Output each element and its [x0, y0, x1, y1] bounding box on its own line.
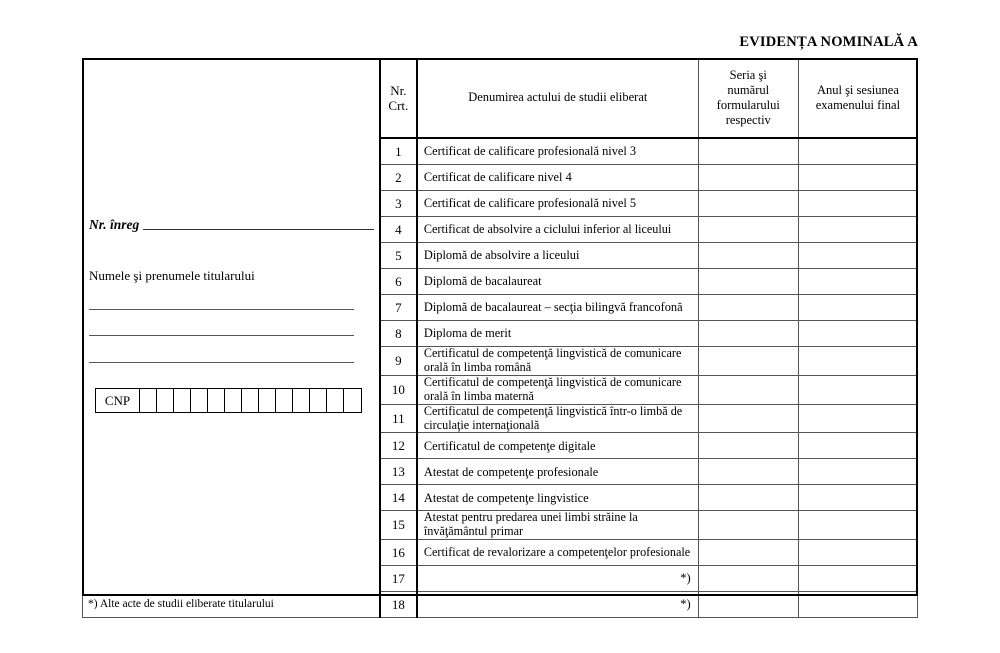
header-anul-sesiune	[798, 59, 917, 139]
header-seria-line1: Seria şi	[729, 67, 767, 82]
row-number: 16	[380, 540, 417, 566]
header-anul-line2: examenului final	[815, 98, 901, 112]
row-seria-field[interactable]	[698, 375, 798, 404]
row-number: 12	[380, 433, 417, 459]
row-denumire: Certificatul de competenţă lingvistică într-o limbă de circulaţie internaţională	[417, 404, 698, 433]
cnp-digit-cell[interactable]	[259, 389, 276, 412]
header-seria-line3: formularului	[716, 98, 780, 112]
cnp-digit-cell[interactable]	[327, 389, 344, 412]
row-number: 11	[380, 404, 417, 433]
evidenta-nominala-table	[82, 58, 918, 618]
row-anul-field[interactable]	[798, 433, 917, 459]
row-anul-field[interactable]	[798, 511, 917, 540]
header-denumire: Denumirea actului de studii eliberat	[417, 59, 698, 139]
cnp-label: CNP	[96, 389, 140, 412]
header-nr-crt-line2: Crt.	[388, 98, 409, 113]
row-number: 14	[380, 485, 417, 511]
row-anul-field[interactable]	[798, 269, 917, 295]
row-denumire: Certificat de revalorizare a competenţelor profesionale	[417, 540, 698, 566]
row-denumire: Diploma de merit	[417, 321, 698, 347]
row-anul-field[interactable]	[798, 347, 917, 376]
row-denumire: Atestat de competenţe lingvistice	[417, 485, 698, 511]
row-anul-field[interactable]	[798, 485, 917, 511]
row-anul-field[interactable]	[798, 165, 917, 191]
row-number: 3	[380, 191, 417, 217]
titular-name-label: Numele şi prenumele titularului	[89, 268, 255, 284]
row-seria-field[interactable]	[698, 540, 798, 566]
header-seria-line4: respectiv	[725, 113, 771, 128]
row-seria-field[interactable]	[698, 566, 798, 592]
row-seria-field[interactable]	[698, 433, 798, 459]
cnp-field[interactable]	[95, 388, 362, 413]
header-nr-crt	[380, 59, 417, 139]
row-seria-field[interactable]	[698, 592, 798, 618]
identification-panel	[83, 59, 380, 618]
row-denumire: Diplomă de bacalaureat	[417, 269, 698, 295]
nr-inreg-label: Nr. înreg	[89, 217, 140, 233]
row-seria-field[interactable]	[698, 269, 798, 295]
row-denumire: Certificatul de competenţă lingvistică de comunicare orală în limba maternă	[417, 375, 698, 404]
row-number: 17	[380, 566, 417, 592]
cnp-digit-cell[interactable]	[276, 389, 293, 412]
titular-writing-rule-2[interactable]	[89, 335, 354, 336]
row-number: 9	[380, 347, 417, 376]
row-seria-field[interactable]	[698, 404, 798, 433]
row-seria-field[interactable]	[698, 191, 798, 217]
cnp-digit-cell[interactable]	[174, 389, 191, 412]
titular-writing-rule-1[interactable]	[89, 309, 354, 310]
row-denumire: Atestat pentru predarea unei limbi străine la învăţământul primar	[417, 511, 698, 540]
row-denumire: Certificatul de competenţe digitale	[417, 433, 698, 459]
row-number: 2	[380, 165, 417, 191]
footnote: *) Alte acte de studii eliberate titularului	[88, 598, 274, 610]
cnp-digit-cell[interactable]	[310, 389, 327, 412]
row-seria-field[interactable]	[698, 243, 798, 269]
row-anul-field[interactable]	[798, 138, 917, 165]
row-anul-field[interactable]	[798, 540, 917, 566]
row-anul-field[interactable]	[798, 592, 917, 618]
row-number: 13	[380, 459, 417, 485]
row-seria-field[interactable]	[698, 459, 798, 485]
row-number: 18	[380, 592, 417, 618]
nr-inreg-field[interactable]	[89, 217, 374, 233]
page-title: EVIDENȚA NOMINALĂ A	[739, 34, 918, 50]
row-denumire: Diplomă de absolvire a liceului	[417, 243, 698, 269]
row-anul-field[interactable]	[798, 459, 917, 485]
row-number: 7	[380, 295, 417, 321]
row-seria-field[interactable]	[698, 165, 798, 191]
row-number: 5	[380, 243, 417, 269]
row-denumire: Certificat de calificare nivel 4	[417, 165, 698, 191]
cnp-digit-cell[interactable]	[242, 389, 259, 412]
row-number: 1	[380, 138, 417, 165]
cnp-digit-cell[interactable]	[344, 389, 361, 412]
header-nr-crt-line1: Nr.	[390, 82, 407, 98]
cnp-digit-cell[interactable]	[140, 389, 157, 412]
row-denumire-blank[interactable]: *)	[417, 566, 698, 592]
cnp-digit-cell[interactable]	[293, 389, 310, 412]
header-seria-numar	[698, 59, 798, 139]
cnp-digit-cell[interactable]	[225, 389, 242, 412]
row-number: 10	[380, 375, 417, 404]
nr-inreg-writing-rule[interactable]	[143, 229, 374, 230]
row-denumire: Certificat de calificare profesională nivel 3	[417, 138, 698, 165]
row-seria-field[interactable]	[698, 217, 798, 243]
header-anul-line1: Anul şi sesiunea	[816, 82, 899, 97]
row-seria-field[interactable]	[698, 295, 798, 321]
row-seria-field[interactable]	[698, 511, 798, 540]
row-anul-field[interactable]	[798, 375, 917, 404]
cnp-digit-cell[interactable]	[191, 389, 208, 412]
row-denumire: Atestat de competenţe profesionale	[417, 459, 698, 485]
row-number: 4	[380, 217, 417, 243]
row-anul-field[interactable]	[798, 566, 917, 592]
row-seria-field[interactable]	[698, 485, 798, 511]
row-anul-field[interactable]	[798, 243, 917, 269]
row-denumire-blank[interactable]: *)	[417, 592, 698, 618]
row-seria-field[interactable]	[698, 347, 798, 376]
row-anul-field[interactable]	[798, 404, 917, 433]
cnp-digit-cell[interactable]	[208, 389, 225, 412]
row-anul-field[interactable]	[798, 295, 917, 321]
row-anul-field[interactable]	[798, 217, 917, 243]
row-seria-field[interactable]	[698, 321, 798, 347]
row-denumire: Certificatul de competenţă lingvistică de comunicare orală în limba română	[417, 347, 698, 376]
cnp-digit-cell[interactable]	[157, 389, 174, 412]
row-number: 6	[380, 269, 417, 295]
row-denumire: Certificat de calificare profesională nivel 5	[417, 191, 698, 217]
row-denumire: Certificat de absolvire a ciclului inferior al liceului	[417, 217, 698, 243]
row-anul-field[interactable]	[798, 191, 917, 217]
row-number: 8	[380, 321, 417, 347]
row-number: 15	[380, 511, 417, 540]
row-denumire: Diplomă de bacalaureat – secţia bilingvă francofonă	[417, 295, 698, 321]
titular-writing-rule-3[interactable]	[89, 362, 354, 363]
row-seria-field[interactable]	[698, 138, 798, 165]
row-anul-field[interactable]	[798, 321, 917, 347]
header-seria-line2: numărul	[727, 82, 770, 97]
